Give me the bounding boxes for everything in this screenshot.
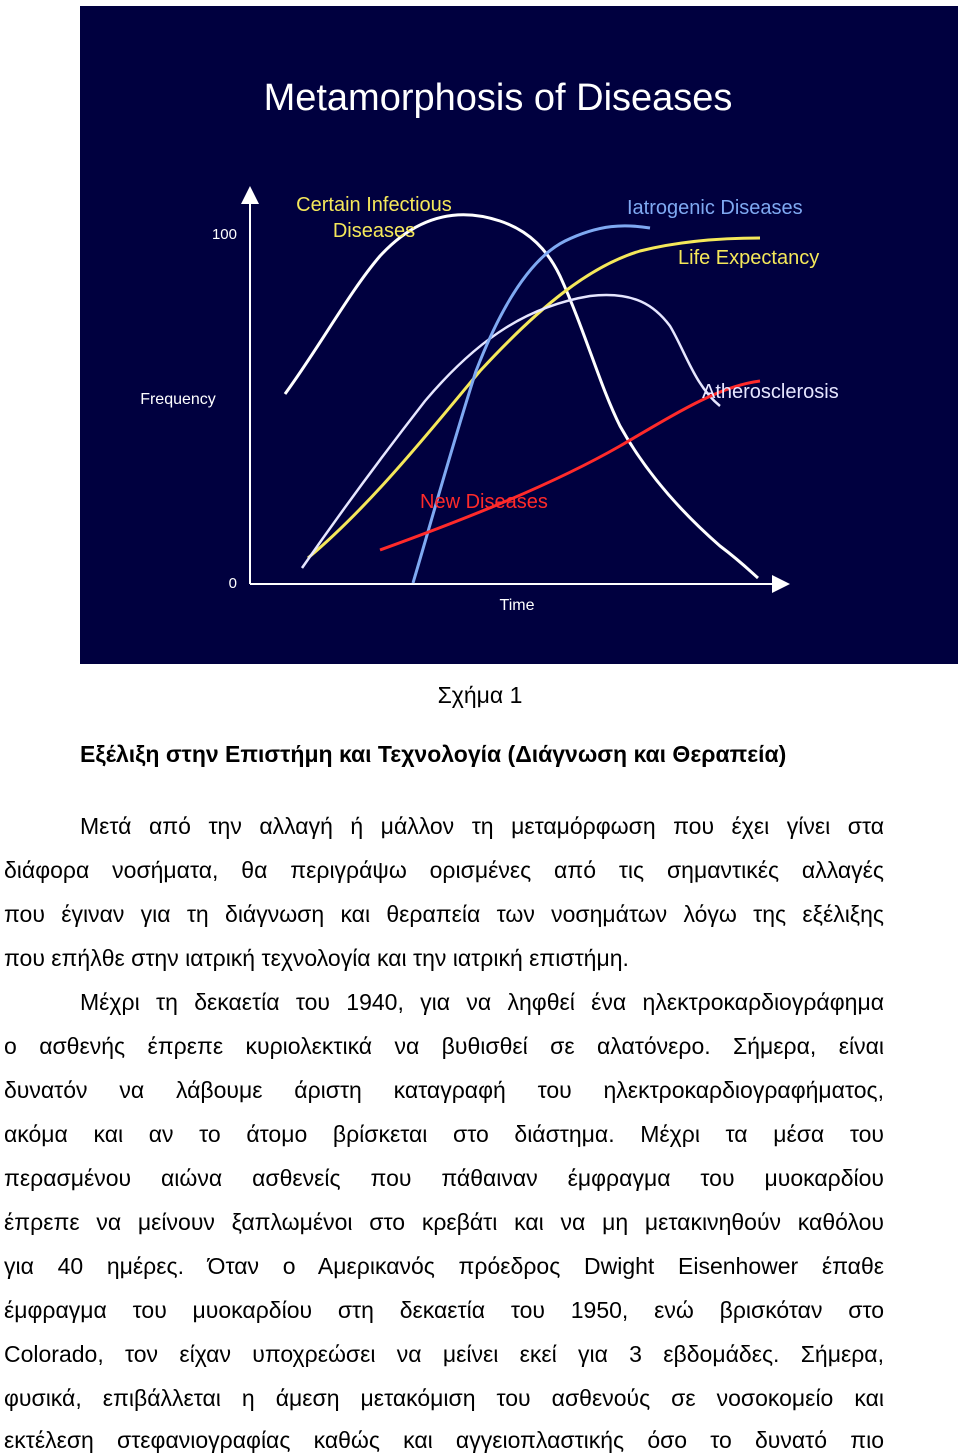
paragraph-line: ο ασθενής έπρεπε κυριολεκτικά να βυθισθεί σε αλατόνερο. Σήμερα, είναι [4,1033,884,1059]
infectious-diseases-label-line2: Diseases [332,220,416,242]
paragraph-line: Μέχρι τη δεκαετία του 1940, για να ληφθεί ένα ηλεκτροκαρδιογράφημα [80,989,884,1015]
paragraph-line: Μετά από την αλλαγή ή μάλλον τη μεταμόρφωση που έχει γίνει στα [80,813,884,839]
disease-metamorphosis-figure [80,6,958,664]
y-tick-0: 0 [228,575,237,592]
paragraph-line: Colorado, τον είχαν υποχρεώσει να μείνει εκεί για 3 εβδομάδες. Σήμερα, [4,1341,884,1367]
x-axis-label: Time [499,597,535,614]
new-diseases-label: New Diseases [420,491,548,513]
figure-caption: Σχήμα 1 [437,682,523,708]
paragraph-line: ακόμα και αν το άτομο βρίσκεται στο διάστημα. Μέχρι τα μέσα του [4,1121,884,1147]
paragraph-line: περασμένου αιώνα ασθενείς που πάθαιναν έμφραγμα του μυοκαρδίου [4,1165,884,1191]
paragraph-line: διάφορα νοσήματα, θα περιγράψω ορισμένες από τις σημαντικές αλλαγές [4,857,884,883]
section-heading: Εξέλιξη στην Επιστήμη και Τεχνολογία (Διάγνωση και Θεραπεία) [80,741,787,767]
infectious-diseases-label-line1: Certain Infectious [296,194,452,216]
paragraph-line: έπρεπε να μείνουν ξαπλωμένοι στο κρεβάτι και να μη μετακινηθούν καθόλου [4,1209,884,1235]
atherosclerosis-label: Atherosclerosis [702,381,839,403]
paragraph-line: εκτέλεση στεφανιογραφίας καθώς και αγγειοπλαστικής όσο το δυνατό πιο [4,1427,884,1453]
y-tick-100: 100 [211,226,237,243]
life-expectancy-label: Life Expectancy [678,247,820,269]
paragraph-line: που έγιναν για τη διάγνωση και θεραπεία των νοσημάτων λόγω της εξέλιξης [4,901,884,927]
paragraph-line: για 40 ημέρες. Όταν ο Αμερικανός πρόεδρος Dwight Eisenhower έπαθε [4,1253,884,1279]
paragraph-line: έμφραγμα του μυοκαρδίου στη δεκαετία του 1950, ενώ βρισκόταν στο [4,1297,884,1323]
figure-title: Metamorphosis of Diseases [263,77,733,119]
iatrogenic-diseases-label: Iatrogenic Diseases [627,197,803,219]
paragraph-line: φυσικά, επιβάλλεται η άμεση μετακόμιση του ασθενούς σε νοσοκομείο και [4,1385,884,1411]
y-axis-label: Frequency [140,391,216,408]
paragraph-line: δυνατόν να λάβουμε άριστη καταγραφή του ηλεκτροκαρδιογραφήματος, [4,1077,884,1103]
paragraph-line: που επήλθε στην ιατρική τεχνολογία και την ιατρική επιστήμη. [4,945,629,971]
